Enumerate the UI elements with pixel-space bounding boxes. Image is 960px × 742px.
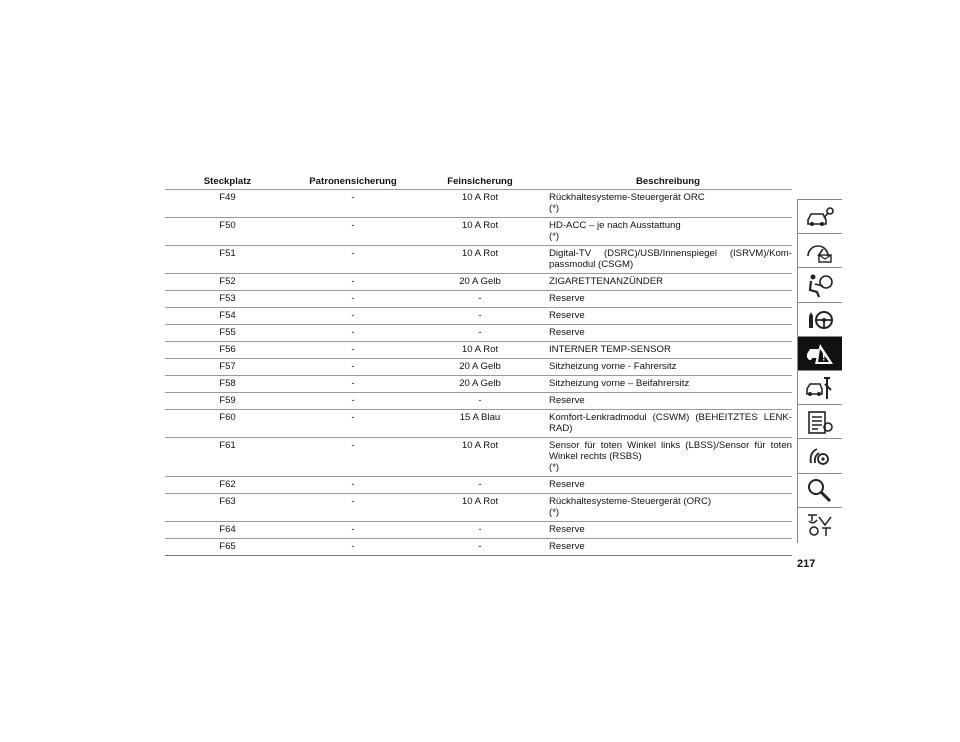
mini-fuse-cell: - xyxy=(416,522,544,539)
cartridge-fuse-cell: - xyxy=(290,190,416,218)
description-cell xyxy=(544,522,792,539)
mini-fuse-cell: - xyxy=(416,325,544,342)
mini-fuse-cell: - xyxy=(416,291,544,308)
description-line: Reserve xyxy=(549,327,585,338)
mini-fuse-cell: 10 A Rot xyxy=(416,494,544,522)
description-line: Reserve xyxy=(549,479,585,490)
mini-fuse-cell: 10 A Rot xyxy=(416,218,544,246)
header-steckplatz: Steckplatz xyxy=(165,173,290,190)
chapter-tab-rail xyxy=(797,199,842,543)
mini-fuse-cell: 10 A Rot xyxy=(416,190,544,218)
cartridge-fuse-cell: - xyxy=(290,410,416,438)
chapter-tab-breakdown-warning[interactable] xyxy=(798,336,842,370)
cartridge-fuse-cell: - xyxy=(290,477,416,494)
cartridge-fuse-cell: - xyxy=(290,522,416,539)
slot-cell: F50 xyxy=(165,218,290,246)
slot-cell: F53 xyxy=(165,291,290,308)
table-row xyxy=(165,274,792,291)
table-row xyxy=(165,246,792,274)
mini-fuse-cell: - xyxy=(416,393,544,410)
airbag-seat-icon xyxy=(805,272,835,298)
cartridge-fuse-cell: - xyxy=(290,539,416,556)
table-row xyxy=(165,218,792,246)
chapter-tab-dashboard-lights[interactable] xyxy=(798,233,842,267)
specifications-list-icon xyxy=(805,409,835,435)
description-cell xyxy=(544,308,792,325)
page-number: 217 xyxy=(797,558,816,570)
mini-fuse-cell: 20 A Gelb xyxy=(416,376,544,393)
cartridge-fuse-cell: - xyxy=(290,393,416,410)
description-line: Reserve xyxy=(549,395,585,406)
slot-cell: F62 xyxy=(165,477,290,494)
description-cell xyxy=(544,291,792,308)
table-row xyxy=(165,325,792,342)
dashboard-lights-icon xyxy=(805,238,835,264)
table-row xyxy=(165,522,792,539)
table-row xyxy=(165,410,792,438)
cartridge-fuse-cell: - xyxy=(290,308,416,325)
mini-fuse-cell: 20 A Gelb xyxy=(416,359,544,376)
cartridge-fuse-cell: - xyxy=(290,438,416,477)
table-row xyxy=(165,438,792,477)
table-row xyxy=(165,291,792,308)
cartridge-fuse-cell: - xyxy=(290,246,416,274)
slot-cell: F51 xyxy=(165,246,290,274)
description-line: Komfort-Lenkradmodul (CSWM) (BEHEITZTES LENK-RAD) xyxy=(549,412,792,434)
cartridge-fuse-cell: - xyxy=(290,291,416,308)
table-row xyxy=(165,342,792,359)
cartridge-fuse-cell: - xyxy=(290,274,416,291)
steering-wheel-icon xyxy=(805,306,835,332)
slot-cell: F55 xyxy=(165,325,290,342)
description-line: (*) xyxy=(549,231,560,242)
chapter-tab-radio-media[interactable] xyxy=(798,438,842,472)
table-row xyxy=(165,308,792,325)
chapter-tab-languages[interactable] xyxy=(798,507,842,541)
description-cell xyxy=(544,325,792,342)
header-feinsicherung: Feinsicherung xyxy=(416,173,544,190)
description-line: ZIGARETTENANZÜNDER xyxy=(549,276,664,287)
mini-fuse-cell: - xyxy=(416,308,544,325)
description-cell xyxy=(544,393,792,410)
cartridge-fuse-cell: - xyxy=(290,342,416,359)
table-row xyxy=(165,376,792,393)
description-line: Digital-TV (DSRC)/USB/Innenspiegel (ISRVM)/Kom-passmodul (CSGM) xyxy=(549,248,792,270)
description-cell xyxy=(544,190,792,218)
fuse-table xyxy=(165,173,792,556)
slot-cell: F64 xyxy=(165,522,290,539)
mini-fuse-cell: 10 A Rot xyxy=(416,342,544,359)
table-header-row xyxy=(165,173,792,190)
chapter-tab-index-search[interactable] xyxy=(798,473,842,507)
mini-fuse-cell: 20 A Gelb xyxy=(416,274,544,291)
slot-cell: F57 xyxy=(165,359,290,376)
description-line: INTERNER TEMP-SENSOR xyxy=(549,344,671,355)
slot-cell: F56 xyxy=(165,342,290,359)
description-line: Rückhaltesysteme-Steuergerät ORC xyxy=(549,192,705,203)
car-key-icon xyxy=(805,204,835,230)
service-tools-icon xyxy=(805,375,835,401)
description-line: Rückhaltesysteme-Steuergerät (ORC) xyxy=(549,496,712,507)
description-cell xyxy=(544,477,792,494)
mini-fuse-cell: - xyxy=(416,477,544,494)
index-search-icon xyxy=(805,477,835,503)
mini-fuse-cell: 10 A Rot xyxy=(416,246,544,274)
description-cell xyxy=(544,342,792,359)
slot-cell: F49 xyxy=(165,190,290,218)
description-cell xyxy=(544,359,792,376)
description-cell xyxy=(544,494,792,522)
description-line: Sensor für toten Winkel links (LBSS)/Sensor für toten Winkel rechts (RSBS) xyxy=(549,440,792,462)
description-line: Reserve xyxy=(549,293,585,304)
cartridge-fuse-cell: - xyxy=(290,494,416,522)
description-line: Sitzheizung vorne – Beifahrersitz xyxy=(549,378,690,389)
table-row xyxy=(165,359,792,376)
mini-fuse-cell: - xyxy=(416,539,544,556)
description-line: Sitzheizung vorne - Fahrersitz xyxy=(549,361,677,372)
table-row xyxy=(165,477,792,494)
description-line: (*) xyxy=(549,203,560,214)
chapter-tab-specifications-list[interactable] xyxy=(798,404,842,438)
fuse-table-body xyxy=(165,190,792,556)
header-beschreibung: Beschreibung xyxy=(544,173,792,190)
slot-cell: F52 xyxy=(165,274,290,291)
description-cell xyxy=(544,218,792,246)
description-cell xyxy=(544,410,792,438)
description-cell xyxy=(544,246,792,274)
header-patronensicherung: Patronensicherung xyxy=(290,173,416,190)
slot-cell: F63 xyxy=(165,494,290,522)
cartridge-fuse-cell: - xyxy=(290,218,416,246)
description-line: Reserve xyxy=(549,541,585,552)
cartridge-fuse-cell: - xyxy=(290,376,416,393)
slot-cell: F65 xyxy=(165,539,290,556)
table-row xyxy=(165,190,792,218)
table-row xyxy=(165,494,792,522)
chapter-tab-steering-wheel[interactable] xyxy=(798,302,842,336)
breakdown-warning-icon xyxy=(805,340,835,366)
slot-cell: F58 xyxy=(165,376,290,393)
slot-cell: F59 xyxy=(165,393,290,410)
mini-fuse-cell: 15 A Blau xyxy=(416,410,544,438)
description-line: HD-ACC – je nach Ausstattung xyxy=(549,220,681,231)
description-cell xyxy=(544,438,792,477)
description-cell xyxy=(544,274,792,291)
languages-icon xyxy=(805,511,835,537)
radio-media-icon xyxy=(805,443,835,469)
mini-fuse-cell: 10 A Rot xyxy=(416,438,544,477)
slot-cell: F61 xyxy=(165,438,290,477)
cartridge-fuse-cell: - xyxy=(290,325,416,342)
description-line: (*) xyxy=(549,507,560,518)
description-line: (*) xyxy=(549,462,560,473)
table-row xyxy=(165,539,792,556)
cartridge-fuse-cell: - xyxy=(290,359,416,376)
slot-cell: F54 xyxy=(165,308,290,325)
table-row xyxy=(165,393,792,410)
description-cell xyxy=(544,539,792,556)
slot-cell: F60 xyxy=(165,410,290,438)
description-line: Reserve xyxy=(549,310,585,321)
chapter-tab-airbag-seat[interactable] xyxy=(798,267,842,301)
description-cell xyxy=(544,376,792,393)
chapter-tab-car-key[interactable] xyxy=(798,199,842,233)
description-line: Reserve xyxy=(549,524,585,535)
chapter-tab-service-tools[interactable] xyxy=(798,370,842,404)
